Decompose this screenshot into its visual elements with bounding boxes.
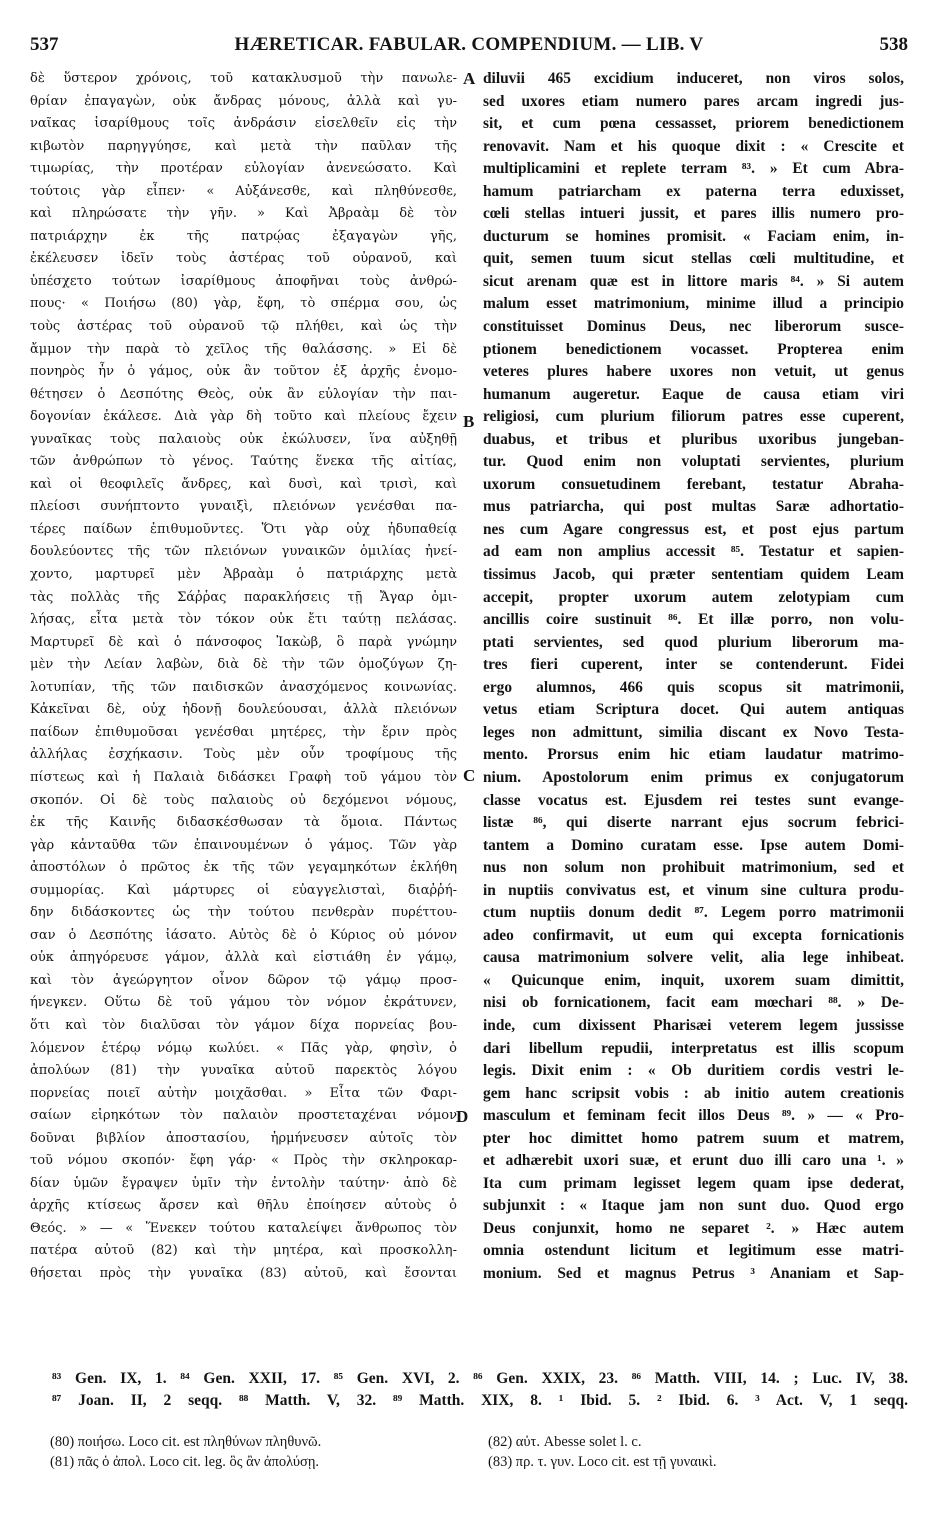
text-line: causa matrimonium solvere velit, alia lege inhibeat.	[483, 949, 904, 967]
text-line: Θεός. » — « Ἕνεκεν τούτου καταλείψει ἄνθρωπος τὸν	[30, 1220, 457, 1236]
text-line: uxorum consuetudinem ferebant, testatur Abraha-	[483, 475, 904, 493]
variant-note: (83) πρ. τ. γυν. Loco cit. est τῇ γυναικὶ.	[488, 1454, 717, 1470]
margin-letter-a: A	[463, 69, 476, 88]
text-line: ptati servientes, sed quod plurium liberorum ma-	[483, 633, 904, 651]
text-line: σαίων εἰρηκότων τὸν παλαιὸν προστεταχέναι νόμον	[30, 1108, 457, 1124]
text-line: diluvii 465 excidium induceret, non viros solos,	[483, 70, 904, 87]
text-line: ναῖκας ἰσαρίθμους τοῖς ἀνδράσιν εἰσελθεῖν εἰς τὴν	[30, 116, 457, 132]
footnote-line: ⁸³ Gen. IX, 1. ⁸⁴ Gen. XXII, 17. ⁸⁵ Gen. XVI, 2. ⁸⁶ Gen. XXIX, 23. ⁸⁶ Matth. VIII, 14. ; Luc. IV, 38.	[52, 1370, 908, 1387]
greek-text-column	[30, 68, 457, 1286]
text-line: gem hanc scripsit vobis : ab initio autem creationis	[483, 1084, 904, 1102]
text-line: mus patriarcha, qui post multas Saræ adhortatio-	[483, 498, 904, 516]
text-line: leges non admittunt, similia discant ex Novo Testa-	[483, 723, 904, 741]
text-line: τέρες παίδων ἐπιθυμοῦντες. Ὅτι γὰρ οὐχ ἡδυπαθείᾳ	[30, 521, 457, 537]
text-line: nisi ob fornicationem, facit eam mœchari ⁸⁸. » De-	[483, 994, 904, 1012]
text-line: σαν ὁ Δεσπότης ἰάσατο. Αὐτὸς δὲ ὁ Κύριος οὐ μόνον	[30, 927, 457, 943]
text-line: σκοπόν. Οἱ δὲ τοὺς παλαιοὺς οὐ δεχόμενοι νόμους,	[30, 792, 457, 808]
margin-letter-d: D	[456, 1107, 469, 1126]
text-line: τῶν ἀνθρώπων τὸ γένος. Ταύτης ἕνεκα τῆς αἰτίας,	[30, 454, 457, 470]
text-line: constituisset Dominus Deus, nec liberorum susce-	[483, 318, 904, 336]
text-line: λήσας, εἶτα μετὰ τὸν τόκον οὐκ ἔτι ταύτῃ πελάσας.	[30, 612, 457, 628]
text-line: τούτοις γὰρ εἶπεν· « Αὐξάνεσθε, καὶ πληθύνεσθε,	[30, 183, 457, 199]
text-line: πίστεως καὶ ἡ Παλαιὰ διδάσκει Γραφὴ τοῦ γάμου τὸν	[30, 769, 457, 785]
text-line: nium. Apostolorum enim primus ex conjugatorum	[483, 768, 904, 786]
text-line: Κἀκεῖναι δὲ, οὐχ ἡδονῇ δουλεύουσαι, ἀλλὰ πλειόνων	[30, 702, 457, 718]
text-line: monium. Sed et magnus Petrus ³ Ananiam et Sap-	[483, 1264, 904, 1282]
text-line: ad eam non amplius accessit ⁸⁵. Testatur et sapien-	[483, 543, 904, 561]
text-line: duabus, et tribus et pluribus uxoribus jungeban-	[483, 430, 904, 448]
text-line: δοῦναι βιβλίον ἀποστασίου, ἡρμήνευσεν αὐτοῖς τὸν	[30, 1130, 457, 1146]
text-line: καὶ οἱ θεοφιλεῖς ἄνδρες, καὶ δυσὶ, καὶ τρισὶ, καὶ	[30, 476, 457, 492]
variant-note: (81) πᾶς ὁ ἀπολ. Loco cit. leg. ὃς ἂν ἀπολύσῃ.	[50, 1454, 320, 1470]
text-line: et adhærebit uxori suæ, et erunt duo illi caro una ¹. »	[483, 1152, 904, 1170]
text-line: ἐκέλευσεν ἰδεῖν τοὺς ἀστέρας τοῦ οὐρανοῦ, καὶ	[30, 251, 457, 267]
text-line: πονηρὸς ἦν ὁ γάμος, οὐκ ἂν τοῦτον ἐξ ἀρχῆς ἐνομο-	[30, 364, 457, 380]
variant-note: (80) ποιήσω. Loco cit. est πληθύνων πληθυνῶ.	[50, 1434, 322, 1450]
text-line: nes cum Agare congressus est, et post ejus partum	[483, 520, 904, 538]
text-line: πλείοσι συνήπτοντο γυναιξὶ, πλειόνων γενέσθαι πα-	[30, 499, 457, 515]
text-line: ancillis coire sustinuit ⁸⁶. Et illæ porro, non volu-	[483, 611, 904, 629]
text-line: Μαρτυρεῖ δὲ καὶ ὁ πάνσοφος Ἰακὼβ, ὃ παρὰ γνώμην	[30, 634, 457, 650]
text-line: καὶ πληρώσατε τὴν γῆν. » Καὶ Ἀβραὰμ δὲ τὸν	[30, 206, 457, 222]
page-number-right: 538	[879, 34, 908, 55]
text-line: religiosi, cum plurium filiorum patres esse cuperent,	[483, 408, 904, 426]
text-line: quit, semen tuum sicut stellas cœli multitudine, et	[483, 250, 904, 268]
text-line: ὑπέσχετο τούτων ἰσαρίθμους ἀποφῆναι τοὺς ἀνθρώ-	[30, 273, 457, 289]
text-line: πατριάρχην ἐκ τῆς πατρῴας ἐξαγαγὼν γῆς,	[30, 228, 457, 244]
text-line: tur. Quod enim non voluptati servientes, plurium	[483, 453, 904, 471]
text-line: multiplicamini et replete terram ⁸³. » Et cum Abra-	[483, 160, 904, 178]
text-line: sit, et cum pœna cessasset, priorem benedictionem	[483, 115, 904, 133]
footnote-line: ⁸⁷ Joan. II, 2 seqq. ⁸⁸ Matth. V, 32. ⁸⁹ Matth. XIX, 8. ¹ Ibid. 5. ² Ibid. 6. ³ Act. V, 1 seqq.	[52, 1392, 908, 1409]
variant-note: (82) αὐτ. Abesse solet l. c.	[488, 1434, 642, 1450]
text-line: in nuptiis convivatus est, et vinum sine cultura produ-	[483, 881, 904, 899]
text-line: « Quicunque enim, inquit, uxorem suam dimittit,	[483, 971, 904, 989]
text-line: κιβωτὸν παρηγγύησε, καὶ μετὰ τὴν παῦλαν τῆς	[30, 138, 457, 154]
text-line: μὲν τὴν Λείαν λαβὼν, διὰ δὲ τὴν τῶν ὁμοζύγων ζη-	[30, 657, 457, 673]
text-line: nus non solum non prohibuit matrimonium, sed et	[483, 859, 904, 877]
variant-notes-left	[50, 1432, 321, 1472]
text-line: δὲ ὕστερον χρόνοις, τοῦ κατακλυσμοῦ τὴν πανωλε-	[30, 71, 457, 86]
latin-text-column	[483, 68, 904, 1286]
text-line: ergo alumnos, 466 quis scopus sit matrimonii,	[483, 678, 904, 696]
text-line: οὐκ ἀπηγόρευσε γάμον, ἀλλὰ καὶ εἰστιάθη ἐν γάμῳ,	[30, 950, 457, 966]
text-line: θήσεται πρὸς τὴν γυναῖκα (83) αὐτοῦ, καὶ ἔσονται	[30, 1265, 457, 1281]
margin-letter-b: B	[463, 412, 475, 431]
margin-letter-c: C	[463, 766, 476, 785]
text-line: πατέρα αὐτοῦ (82) καὶ τὴν μητέρα, καὶ προσκολλη-	[30, 1243, 457, 1259]
running-title: HÆRETICAR. FABULAR. COMPENDIUM. — LIB. V	[234, 34, 704, 55]
text-line: legis. Dixit enim : « Ob duritiem cordis vestri le-	[483, 1062, 904, 1080]
text-line: συμμορίας. Καὶ μάρτυρες οἱ εὐαγγελισταὶ, διαῤῥή-	[30, 882, 457, 898]
text-line: δουλεύοντες τῆς τῶν πλειόνων γυναικῶν ὁμιλίας ἠνεί-	[30, 544, 457, 560]
text-line: γὰρ κἀνταῦθα τῶν ἐπαινουμένων ὁ γάμος. Τῶν γὰρ	[30, 837, 457, 853]
text-line: listæ ⁸⁶, qui diserte narrant ejus socrum febrici-	[483, 814, 904, 832]
text-line: λοτυπίαν, τῆς τῶν παιδισκῶν ἀνασχόμενος κοινωνίας.	[30, 679, 457, 695]
text-line: πορνείας ποιεῖ αὐτὴν μοιχᾶσθαι. » Εἶτα τῶν Φαρι-	[30, 1085, 457, 1101]
text-line: dari libellum repudii, interpretatus est illis scopum	[483, 1039, 904, 1057]
text-line: γυναῖκας τοὺς παλαιοὺς οὐκ ἐκώλυσεν, ἵνα αὐξηθῇ	[30, 431, 457, 447]
page-number-left: 537	[30, 34, 59, 55]
text-line: δίαν ὑμῶν ἔγραψεν ὑμῖν τὴν ἐντολὴν ταύτην· ἀπὸ δὲ	[30, 1175, 457, 1191]
text-line: ἀποστόλων ὁ πρῶτος ἐκ τῆς τῶν γεγαμηκότων ἐκλήθη	[30, 860, 457, 876]
text-line: ctum nuptiis donum dedit ⁸⁷. Legem porro matrimonii	[483, 904, 904, 922]
text-line: vetus etiam Scriptura docet. Qui autem antiquas	[483, 701, 904, 719]
running-header	[30, 34, 908, 60]
variant-notes-right	[488, 1432, 716, 1472]
text-line: καὶ τὸν ἀγεώργητον οἶνον δῶρον τῷ γάμῳ προσ-	[30, 972, 457, 988]
text-line: τοῦ νόμου σκοπόν· ἔφη γάρ· « Πρὸς τὴν σκληροκαρ-	[30, 1153, 457, 1169]
text-line: θρίαν ἐπαγαγὼν, οὐκ ἄνδρας μόνους, ἀλλὰ καὶ γυ-	[30, 93, 457, 109]
text-line: ἄμμον τὴν παρὰ τὸ χεῖλος τῆς θαλάσσης. » Εἰ δὲ	[30, 341, 457, 357]
text-line: τιμωρίας, τὴν προτέραν εὐλογίαν ἀνενεώσατο. Καὶ	[30, 161, 457, 177]
text-line: δογονίαν ἐκάλεσε. Διὰ γὰρ δὴ τοῦτο καὶ πλείους ἔχειν	[30, 409, 457, 425]
text-line: ἀλλήλας ἐσχήκασιν. Τοὺς μὲν οὖν τροφίμους τῆς	[30, 747, 457, 763]
text-line: sed uxores etiam numero pares arcam ingredi jus-	[483, 92, 904, 110]
text-line: humanum augeretur. Eaque de causa etiam viri	[483, 385, 904, 403]
text-line: λόμενον ἑτέρῳ νόμῳ κωλύει. « Πᾶς γὰρ, φησὶν, ὁ	[30, 1040, 457, 1056]
text-line: inde, cum dixissent Pharisæi veterem legem jussisse	[483, 1016, 904, 1034]
text-line: ἀρχῆς κτίσεως ἄρσεν καὶ θῆλυ ἐποίησεν αὐτοὺς ὁ	[30, 1198, 457, 1214]
text-line: hamum patriarcham ex paterna terra eduxisset,	[483, 182, 904, 200]
scripture-footnotes	[52, 1368, 908, 1412]
text-line: sicut arenam quæ est in littore maris ⁸⁴. » Si autem	[483, 272, 904, 290]
text-line: δην διδάσκοντες ὡς τὴν τούτου πενθερὰν πυρέττου-	[30, 905, 457, 921]
text-line: pter hoc dimittet homo patrem suum et matrem,	[483, 1129, 904, 1147]
text-line: tantem a Domino curatam esse. Ipse autem Domi-	[483, 836, 904, 854]
text-line: malum esset matrimonium, minime illud a principio	[483, 295, 904, 313]
text-line: adeo confirmavit, ut eum qui excepta fornicationis	[483, 926, 904, 944]
text-line: veteres plures habere uxores non vetuit, ut genus	[483, 363, 904, 381]
text-line: χοντο, μαρτυρεῖ μὲν Ἀβραὰμ ὁ πατριάρχης μετὰ	[30, 567, 457, 583]
text-line: tres fieri cuperent, inter se contenderunt. Fidei	[483, 656, 904, 674]
text-line: classe vocatus est. Ejusdem rei testes sunt evange-	[483, 791, 904, 809]
text-line: tissimus Jacob, qui præter sententiam quidem Leam	[483, 566, 904, 584]
text-line: ήνεγκεν. Οὕτω δὲ τοῦ γάμου τὸν νόμον ἐκράτυνεν,	[30, 995, 457, 1011]
text-line: θέτησεν ὁ Δεσπότης Θεὸς, οὐκ ἂν εὐλογίαν τὴν παι-	[30, 386, 457, 402]
text-line: ἀπολύων (81) τὴν γυναῖκα αὐτοῦ παρεκτὸς λόγου	[30, 1063, 457, 1079]
text-line: ptionem benedictionem vocasset. Propterea enim	[483, 340, 904, 358]
text-line: renovavit. Nam et his quoque dixit : « Crescite et	[483, 137, 904, 155]
text-line: ducturum se homines promisit. « Faciam enim, in-	[483, 227, 904, 245]
text-line: Ita cum primam legisset legem quam ipse dederat,	[483, 1174, 904, 1192]
text-line: masculum et feminam fecit illos Deus ⁸⁹. » — « Pro-	[483, 1107, 904, 1125]
text-line: cœli stellas intueri jussit, et pares illis numero pro-	[483, 205, 904, 223]
text-line: ἐκ τῆς Καινῆς διδασκέσθωσαν τὰ ὅμοια. Πάντως	[30, 815, 457, 831]
text-line: subjunxit : « Itaque jam non sunt duo. Quod ergo	[483, 1197, 904, 1215]
text-line: ὅτι καὶ τὸν διαλῦσαι τὸν γάμον δίχα πορνείας βου-	[30, 1017, 457, 1033]
text-line: πους· « Ποιήσω (80) γὰρ, ἔφη, τὸ σπέρμα σου, ὡς	[30, 296, 457, 312]
text-line: τὰς πολλὰς τῆς Σάῤῥας παρακλήσεις τῇ Ἄγαρ ὁμι-	[30, 589, 457, 605]
text-line: mento. Prorsus enim hic etiam laudatur matrimo-	[483, 746, 904, 764]
text-line: Deus conjunxit, homo ne separet ². » Hæc autem	[483, 1219, 904, 1237]
text-line: παίδων ἐπιθυμοῦσαι γενέσθαι μητέρες, τὴν ἔριν πρὸς	[30, 724, 457, 740]
text-line: omnia ostendunt licitum et legitimum esse matri-	[483, 1242, 904, 1260]
text-line: τοὺς ἀστέρας τοῦ οὐρανοῦ τῷ πλήθει, καὶ ὡς τὴν	[30, 319, 457, 335]
text-line: accepit, propter uxorum autem zelotypiam cum	[483, 588, 904, 606]
